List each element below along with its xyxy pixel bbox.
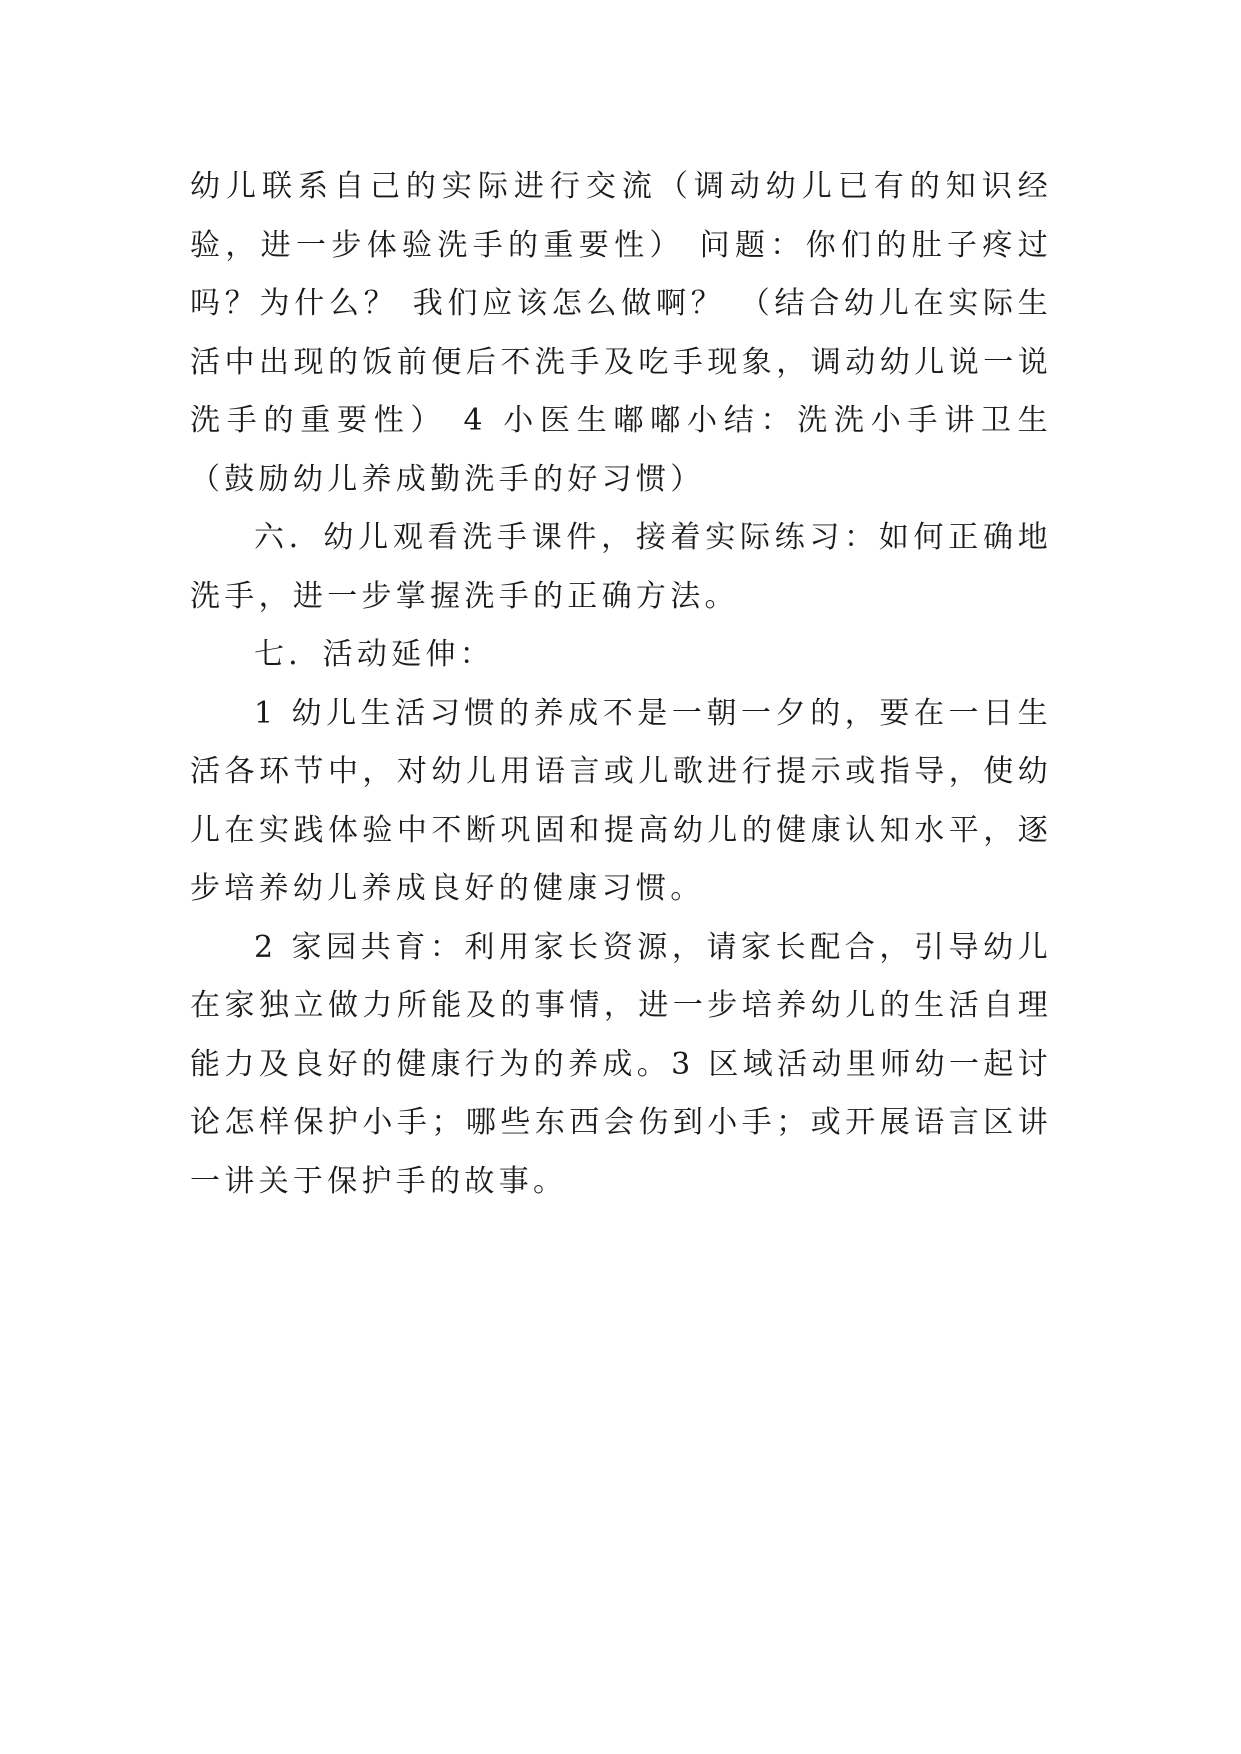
document-body [190, 158, 1052, 1211]
paragraph-extension-two: 2 家园共育：利用家长资源，请家长配合，引导幼儿在家独立做力所能及的事情，进一步培养幼儿的生活自理能力及良好的健康行为的养成。3 区域活动里师幼一起讨论怎样保护小手；哪些东西会伤到小手；或开展语言区讲一讲关于保护手的故事。 [190, 929, 1052, 1199]
paragraph-section-six: 六．幼儿观看洗手课件，接着实际练习：如何正确地洗手，进一步掌握洗手的正确方法。 [190, 520, 1052, 614]
paragraph-section-seven-heading: 七．活动延伸： [254, 637, 495, 672]
paragraph-handwashing-discussion: 幼儿联系自己的实际进行交流（调动幼儿已有的知识经验，进一步体验洗手的重要性） 问题：你们的肚子疼过吗？为什么？ 我们应该怎么做啊？ （结合幼儿在实际生活中出现的饭前便后不洗手及吃手现象，调动幼儿说一说洗手的重要性） 4 小医生嘟嘟小结：洗洗小手讲卫生（鼓励幼儿养成勤洗手的好习惯） [190, 169, 1052, 497]
paragraph-extension-one: 1 幼儿生活习惯的养成不是一朝一夕的，要在一日生活各环节中，对幼儿用语言或儿歌进行提示或指导，使幼儿在实践体验中不断巩固和提高幼儿的健康认知水平，逐步培养幼儿养成良好的健康习惯。 [190, 695, 1052, 906]
